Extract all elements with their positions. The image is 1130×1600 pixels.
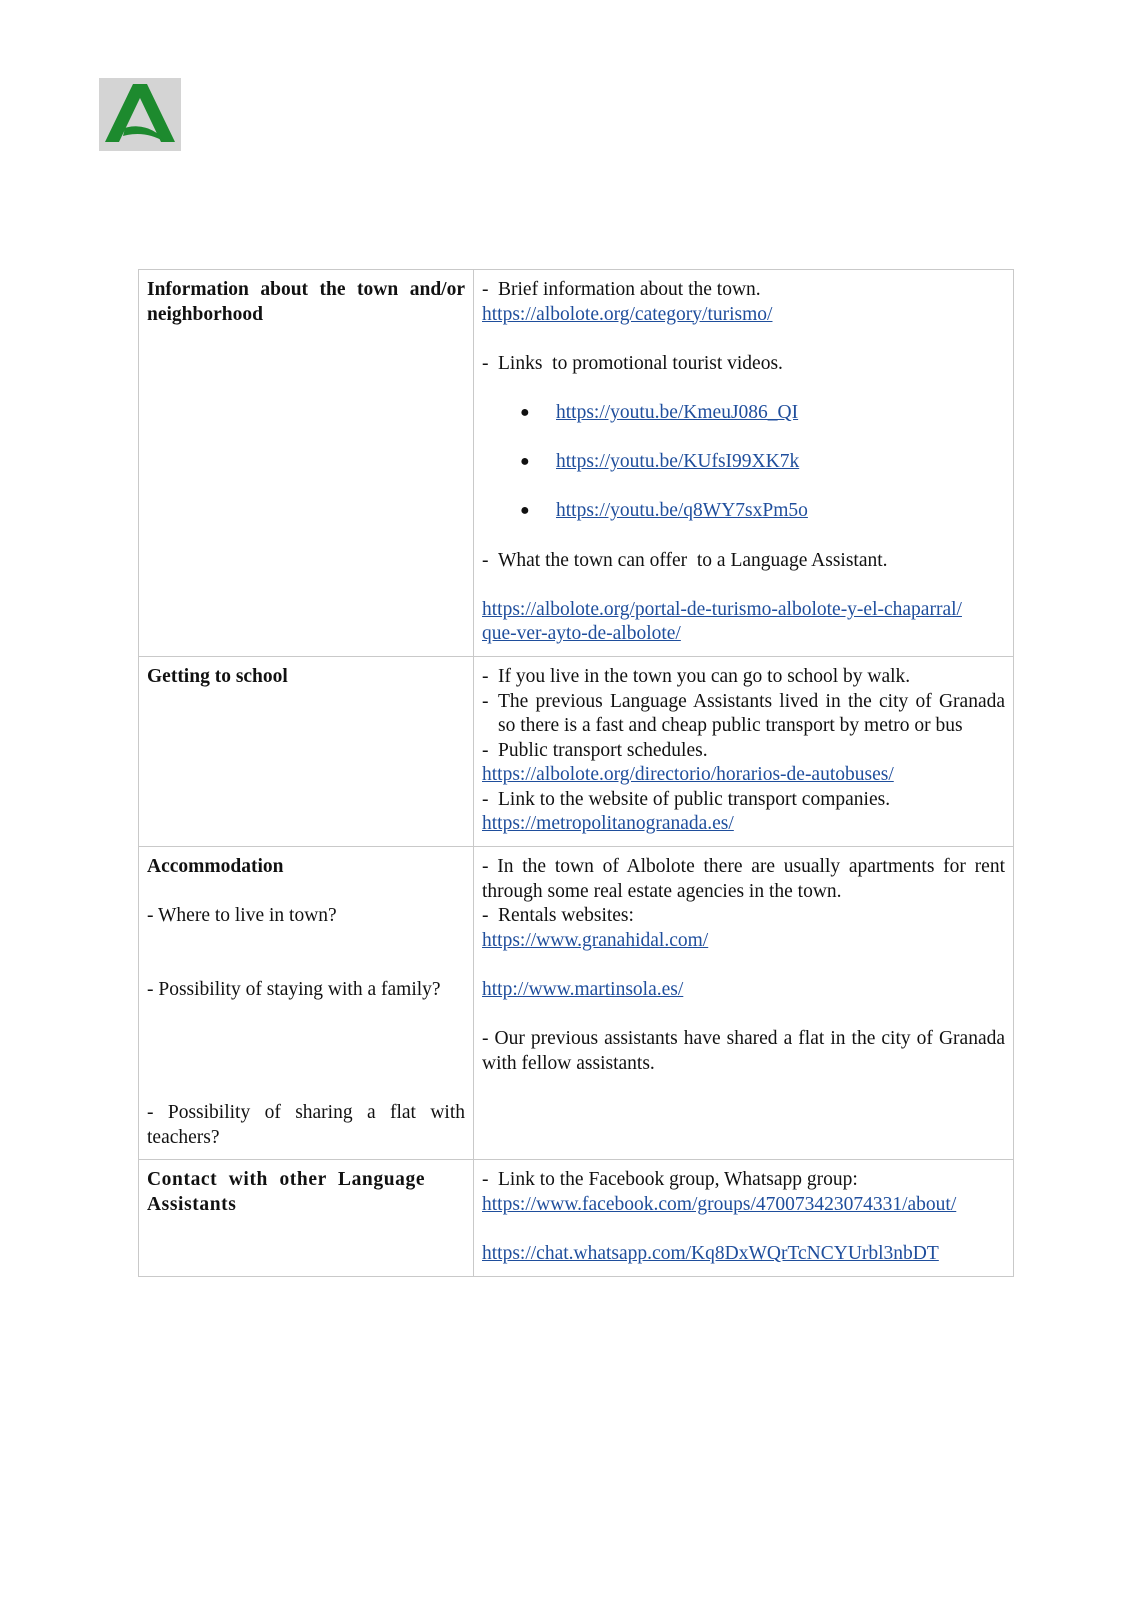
town-heading: Information about the town and/or neighborhood — [147, 279, 465, 325]
accommodation-heading: Accommodation — [147, 856, 284, 878]
town-offer-link-continued[interactable]: que-ver-ayto-de-albolote/ — [482, 623, 681, 645]
question-share: - Possibility of sharing a flat with teachers? — [147, 1102, 465, 1148]
town-offer: What the town can offer to a Language Assistant. — [498, 549, 888, 571]
video-link[interactable]: https://youtu.be/KUfsI99XK7k — [556, 451, 800, 473]
accommodation-shared: - Our previous assistants have shared a flat in the city of Granada with fellow assistants. — [482, 1028, 1005, 1074]
list-item — [520, 499, 1005, 524]
table-row-accommodation: Accommodation - Where to live in town? - Possibility of staying with a family? - Possibility of sharing a flat with teachers? - In the town of Albolote there are usually apartments for rent through some real estate agencies in the town. - Rentals websites: https://www.granahidal.com/ http://www.martinsola.es/ - Our previous assistants have shared a flat in the city of Granada with fellow assistants. — [139, 847, 1014, 1160]
school-heading: Getting to school — [147, 665, 288, 687]
accommodation-apartments: - In the town of Albolote there are usually apartments for rent through some real estate agencies in the town. — [482, 856, 1005, 902]
info-table — [138, 269, 1014, 1277]
video-link[interactable]: https://youtu.be/KmeuJ086_QI — [556, 401, 799, 423]
rental-link-martinsola[interactable]: http://www.martinsola.es/ — [482, 979, 684, 1001]
list-item — [520, 401, 1005, 426]
whatsapp-group-link[interactable]: https://chat.whatsapp.com/Kq8DxWQrTcNCYUrbl3nbDT — [482, 1242, 939, 1264]
town-brief-link[interactable]: https://albolote.org/category/turismo/ — [482, 303, 773, 325]
video-link[interactable]: https://youtu.be/q8WY7sxPm5o — [556, 500, 808, 522]
question-family: - Possibility of staying with a family? — [147, 979, 441, 1001]
junta-andalucia-logo — [99, 78, 181, 151]
town-brief: Brief information about the town. — [498, 279, 761, 300]
bullet-icon: ● — [520, 453, 530, 471]
school-schedules: Public transport schedules. — [498, 739, 708, 761]
schedules-link[interactable]: https://albolote.org/directorio/horarios-de-autobuses/ — [482, 764, 894, 786]
facebook-group-link[interactable]: https://www.facebook.com/groups/470073423074331/about/ — [482, 1193, 957, 1215]
table-row-town: Information about the town and/or neighborhood - Brief information about the town. https://albolote.org/category/turismo/ - Links to promotional tourist videos. ● https://youtu.be/KmeuJ086_QI ● https://youtu.be/KUfsI99XK7k ● https://youtu.be/q8WY7sxPm5o - What the town can offer to a Language Assistant. https://albolote.org/portal-de-turismo-albolote-y-el-chaparral/ que-ver-ayto-de-albolote/ — [139, 270, 1014, 657]
videos-intro: Links to promotional tourist videos. — [498, 352, 783, 374]
school-companies: Link to the website of public transport companies. — [498, 788, 891, 810]
question-live: - Where to live in town? — [147, 905, 337, 927]
school-previous: The previous Language Assistants lived in the city of Granada so there is a fast and cheap public transport by metro or bus — [498, 690, 1005, 737]
contact-heading: Contact with other Language Assistants — [147, 1169, 426, 1215]
logo-a-icon — [99, 78, 181, 151]
list-item — [520, 450, 1005, 475]
rental-link-granahidal[interactable]: https://www.granahidal.com/ — [482, 929, 709, 951]
town-offer-link[interactable]: https://albolote.org/portal-de-turismo-albolote-y-el-chaparral/ — [482, 598, 962, 620]
video-list — [482, 401, 1005, 524]
school-walk: If you live in the town you can go to school by walk. — [498, 665, 911, 687]
table-row-contact: Contact with other Language Assistants - Link to the Facebook group, Whatsapp group: https://www.facebook.com/groups/470073423074331/about/ https://chat.whatsapp.com/Kq8DxWQrTcNCYUrbl3nbDT — [139, 1160, 1014, 1276]
bullet-icon: ● — [520, 502, 530, 520]
table-row-school: Getting to school - If you live in the town you can go to school by walk. - The previous Language Assistants lived in the city of Granada so there is a fast and cheap public transport by metro or bus - Public transport schedules. https://albolote.org/directorio/horarios-de-autobuses/ - Link to the website of public transport companies. https://metropolitanogranada.es/ — [139, 656, 1014, 846]
accommodation-rentals: Rentals websites: — [498, 905, 634, 927]
companies-link[interactable]: https://metropolitanogranada.es/ — [482, 813, 734, 835]
bullet-icon: ● — [520, 403, 530, 421]
contact-groups: Link to the Facebook group, Whatsapp group: — [498, 1169, 858, 1191]
